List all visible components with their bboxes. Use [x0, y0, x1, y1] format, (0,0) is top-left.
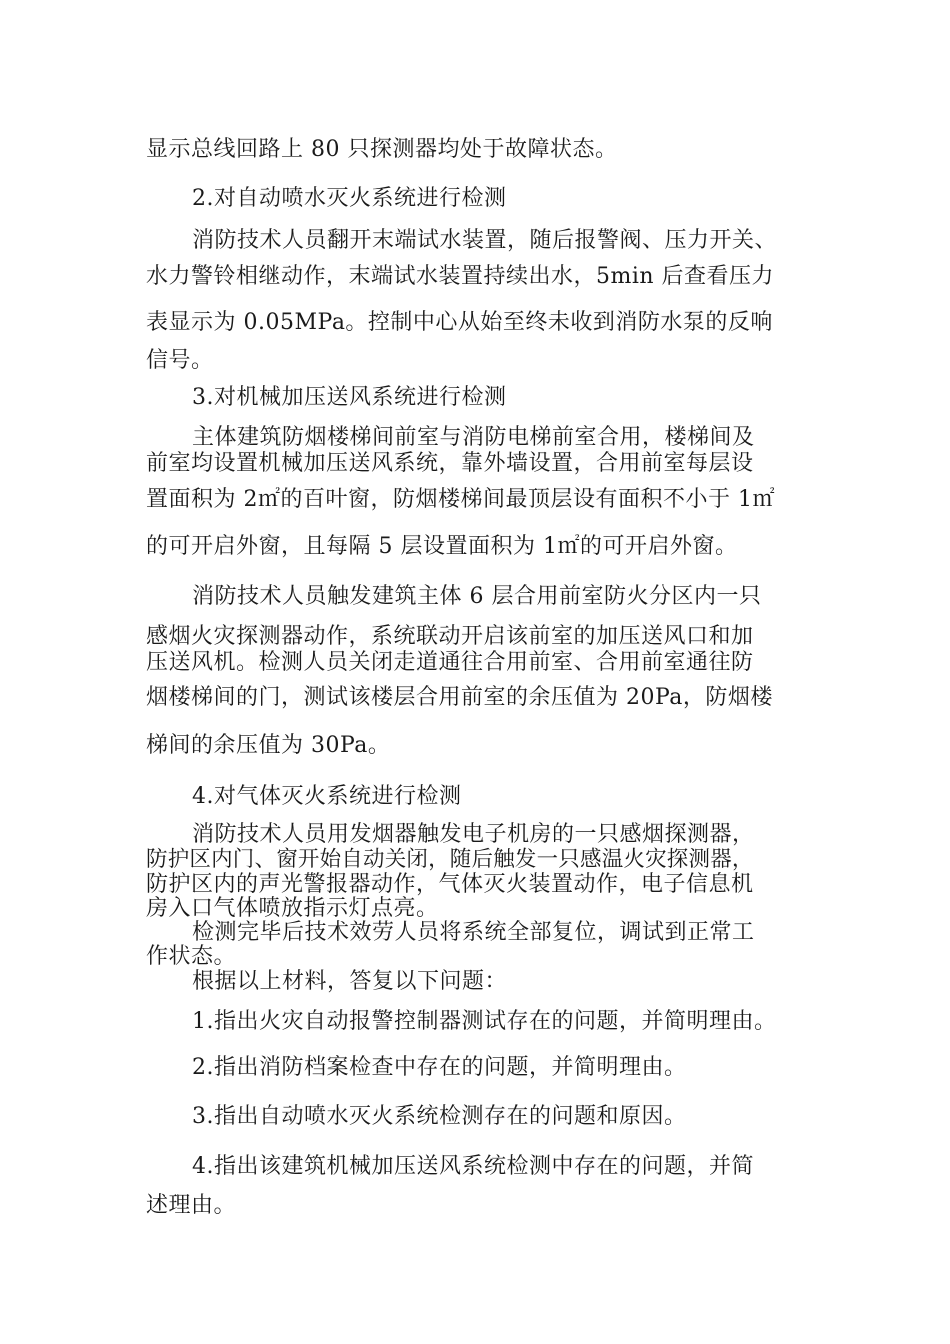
body-text-line: 压送风机。检测人员关闭走道通往合用前室、合用前室通往防	[146, 650, 754, 675]
body-text-line: 置面积为 2㎡的百叶窗，防烟楼梯间最顶层设有面积不小于 1㎡	[146, 487, 775, 512]
section-heading-pressurization: 3.对机械加压送风系统进行检测	[192, 385, 507, 410]
question-1: 1.指出火灾自动报警控制器测试存在的问题，并简明理由。	[192, 1009, 777, 1034]
questions-intro: 根据以上材料，答复以下问题：	[192, 969, 508, 994]
body-text-line: 主体建筑防烟楼梯间前室与消防电梯前室合用，楼梯间及	[192, 425, 755, 450]
question-2: 2.指出消防档案检查中存在的问题，并简明理由。	[192, 1055, 687, 1080]
section-heading-sprinkler: 2.对自动喷水灭火系统进行检测	[192, 186, 507, 211]
body-text-line: 感烟火灾探测器动作，系统联动开启该前室的加压送风口和加	[146, 624, 754, 649]
body-text-line: 防护区内门、窗开始自动关闭，随后触发一只感温火灾探测器，	[146, 847, 754, 872]
body-text-line: 信号。	[146, 348, 214, 373]
body-text-line: 房入口气体喷放指示灯点亮。	[146, 896, 439, 921]
question-4: 4.指出该建筑机械加压送风系统检测中存在的问题，并简	[192, 1154, 754, 1179]
body-text-line: 的可开启外窗，且每隔 5 层设置面积为 1㎡的可开启外窗。	[146, 534, 738, 559]
body-text-line: 检测完毕后技术效劳人员将系统全部复位，调试到正常工	[192, 920, 755, 945]
section-heading-gas-suppression: 4.对气体灭火系统进行检测	[192, 784, 462, 809]
body-text-line: 防护区内的声光警报器动作，气体灭火装置动作，电子信息机	[146, 872, 754, 897]
body-text-line: 水力警铃相继动作，末端试水装置持续出水，5min 后查看压力	[146, 264, 775, 289]
body-text-line: 梯间的余压值为 30Pa。	[146, 733, 391, 758]
body-text-line: 作状态。	[146, 944, 237, 969]
body-text-line: 消防技术人员触发建筑主体 6 层合用前室防火分区内一只	[192, 584, 762, 609]
body-text-line: 表显示为 0.05MPa。控制中心从始至终未收到消防水泵的反响	[146, 310, 773, 335]
question-3: 3.指出自动喷水灭火系统检测存在的问题和原因。	[192, 1104, 687, 1129]
body-text-line: 烟楼梯间的门，测试该楼层合用前室的余压值为 20Pa，防烟楼	[146, 685, 773, 710]
body-text-line: 显示总线回路上 80 只探测器均处于故障状态。	[146, 137, 618, 162]
body-text-line: 消防技术人员翻开末端试水装置，随后报警阀、压力开关、	[192, 228, 778, 253]
body-text-line: 前室均设置机械加压送风系统，靠外墙设置，合用前室每层设	[146, 451, 754, 476]
body-text-line: 述理由。	[146, 1193, 237, 1218]
body-text-line: 消防技术人员用发烟器触发电子机房的一只感烟探测器，	[192, 822, 755, 847]
